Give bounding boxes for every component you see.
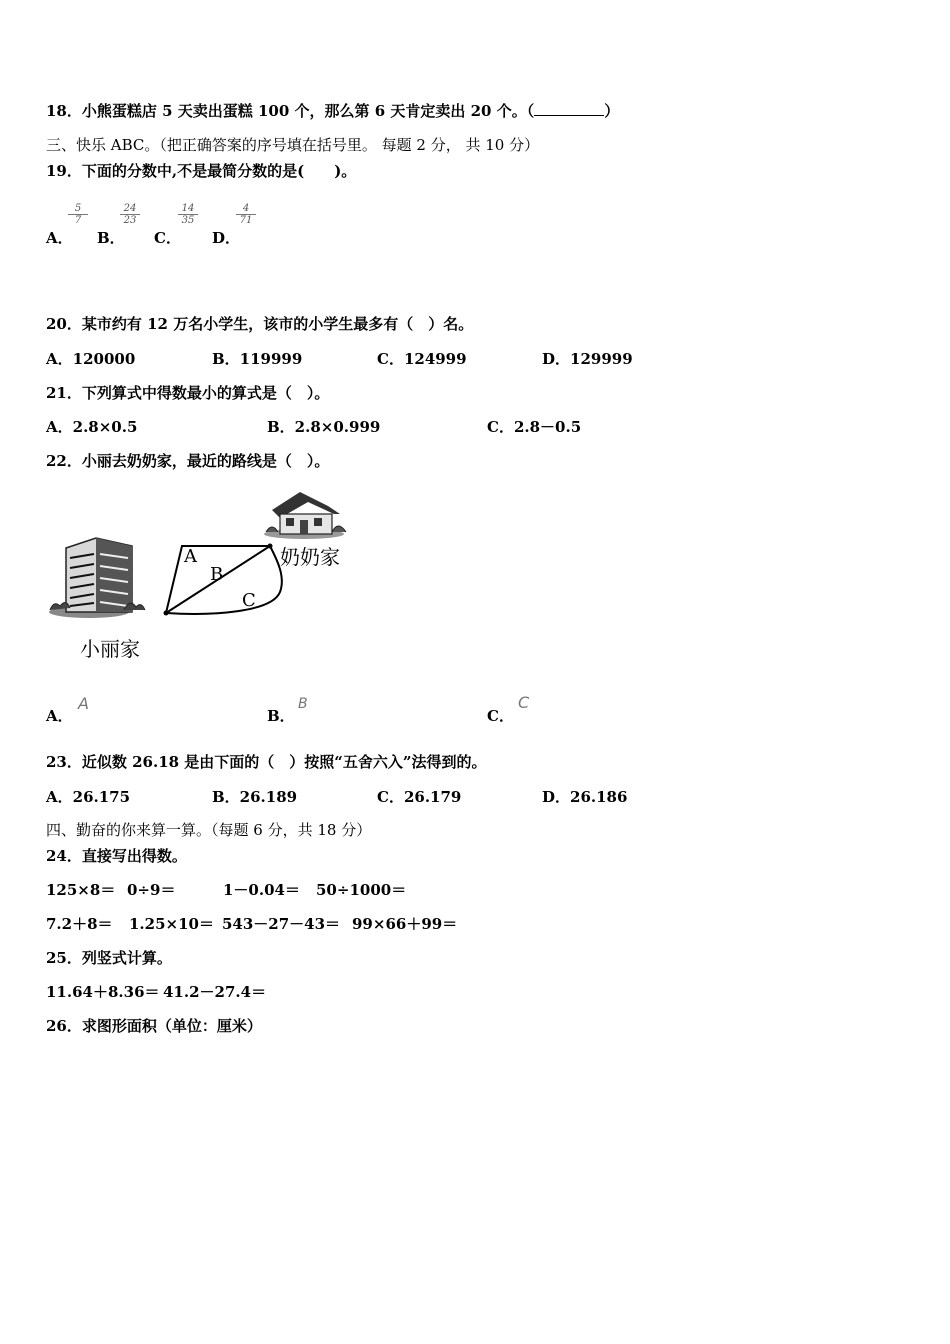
q19-option-b-label[interactable]: B． xyxy=(97,229,125,247)
question-26: 26．求图形面积（单位：厘米） xyxy=(46,1017,262,1035)
q24-expr-2: 0÷9＝ xyxy=(127,881,176,899)
q19-option-d-fraction xyxy=(236,203,256,226)
q22-option-c-image: C xyxy=(518,693,530,712)
end-label: 奶奶家 xyxy=(280,545,340,569)
q20-option-c[interactable]: C．124999 xyxy=(377,350,467,368)
q20-option-a[interactable]: A．120000 xyxy=(46,350,136,368)
route-a-label: A xyxy=(184,546,197,567)
q23-option-b[interactable]: B．26.189 xyxy=(212,788,298,806)
q25-expr-2: 41.2－27.4＝ xyxy=(163,983,267,1001)
q24-expr-6: 1.25×10＝ xyxy=(129,915,214,933)
question-21: 21．下列算式中得数最小的算式是（ ）。 xyxy=(46,384,330,402)
q19-option-c-label[interactable]: C． xyxy=(154,229,181,247)
q21-option-a[interactable]: A．2.8×0.5 xyxy=(46,418,138,436)
route-b-label: B xyxy=(210,564,224,585)
q23-option-c[interactable]: C．26.179 xyxy=(377,788,462,806)
question-23: 23．近似数 26.18 是由下面的（ ）按照“五舍六入”法得到的。 xyxy=(46,753,487,771)
q22-option-a-image: A xyxy=(78,694,89,713)
fraction-denominator: 7 xyxy=(74,215,82,226)
q19-option-d-label[interactable]: D． xyxy=(212,229,241,247)
apartment-building-icon xyxy=(49,538,145,618)
q24-expr-5: 7.2＋8＝ xyxy=(46,915,113,933)
q24-expr-8: 99×66＋99＝ xyxy=(352,915,458,933)
q19-option-a-fraction xyxy=(68,203,88,226)
q25-expr-1: 11.64＋8.36＝ xyxy=(46,983,160,1001)
question-25: 25．列竖式计算。 xyxy=(46,949,172,967)
question-19: 19．下面的分数中,不是最简分数的是( )。 xyxy=(46,162,357,180)
fraction-denominator: 71 xyxy=(239,215,253,226)
q22-option-c-label[interactable]: C． xyxy=(487,707,514,725)
question-24: 24．直接写出得数。 xyxy=(46,847,187,865)
section-4-title: 四、勤奋的你来算一算。（每题 6 分，共 18 分） xyxy=(46,821,372,839)
section-3-title: 三、快乐 ABC。（把正确答案的序号填在括号里。 每题 2 分， 共 10 分） xyxy=(46,136,540,154)
q19-option-b-fraction xyxy=(120,203,140,226)
q22-option-b-label[interactable]: B． xyxy=(267,707,295,725)
q22-option-a-label[interactable]: A． xyxy=(46,707,73,725)
q24-expr-3: 1－0.04＝ xyxy=(223,881,300,899)
question-22: 22．小丽去奶奶家，最近的路线是（ ）。 xyxy=(46,452,330,470)
q23-option-d[interactable]: D．26.186 xyxy=(542,788,628,806)
q24-expr-7: 543－27－43＝ xyxy=(222,915,341,933)
route-c-label: C xyxy=(242,590,256,611)
question-20: 20．某市约有 12 万名小学生，该市的小学生最多有（ ）名。 xyxy=(46,315,474,333)
fraction-numerator: 14 xyxy=(178,203,198,215)
q22-option-b-image: B xyxy=(298,696,308,712)
q20-option-d[interactable]: D．129999 xyxy=(542,350,633,368)
start-label: 小丽家 xyxy=(80,637,140,661)
question-18-close: ） xyxy=(604,102,620,120)
q24-expr-1: 125×8＝ xyxy=(46,881,116,899)
q19-option-a-label[interactable]: A． xyxy=(46,229,73,247)
fraction-denominator: 35 xyxy=(181,215,195,226)
q19-option-c-fraction xyxy=(178,203,198,226)
answer-blank[interactable] xyxy=(534,101,604,116)
q24-expr-4: 50÷1000＝ xyxy=(316,881,407,899)
question-18-text: 18．小熊蛋糕店 5 天卖出蛋糕 100 个，那么第 6 天肯定卖出 20 个。（ xyxy=(46,102,535,120)
house-icon xyxy=(264,492,346,539)
q23-option-a[interactable]: A．26.175 xyxy=(46,788,131,806)
fraction-numerator: 4 xyxy=(236,203,256,215)
q21-option-c[interactable]: C．2.8－0.5 xyxy=(487,418,582,436)
q21-option-b[interactable]: B．2.8×0.999 xyxy=(267,418,381,436)
fraction-numerator: 24 xyxy=(120,203,140,215)
q20-option-b[interactable]: B．119999 xyxy=(212,350,303,368)
fraction-denominator: 23 xyxy=(123,215,137,226)
question-18 xyxy=(46,101,619,121)
route-map-figure xyxy=(44,488,364,668)
fraction-numerator: 5 xyxy=(68,203,88,215)
